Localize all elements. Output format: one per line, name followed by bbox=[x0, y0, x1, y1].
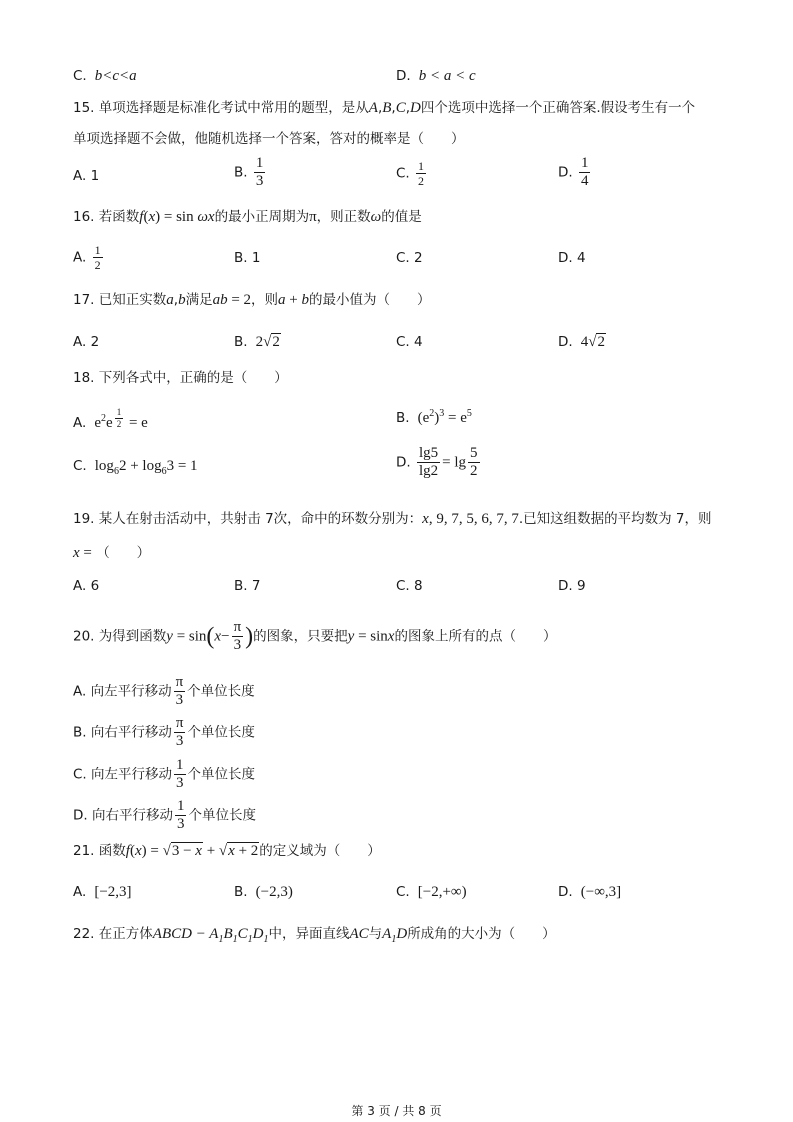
q19-option-b[interactable] bbox=[234, 576, 260, 596]
math-expr: x = bbox=[73, 545, 92, 561]
math-expr: − bbox=[221, 628, 230, 645]
question-text: 所成角的大小为（ ） bbox=[407, 926, 556, 942]
math-expr: ABCD − $A_1B_1C_1D_1$ bbox=[152, 926, 269, 945]
question-text: 四个选项中选择一个正确答案.假设考生有一个 bbox=[420, 100, 696, 116]
q14-option-c[interactable] bbox=[73, 66, 137, 86]
question-number: 22. bbox=[73, 926, 95, 942]
fraction-one-third: $\frac{1}{3}$ bbox=[176, 798, 185, 832]
fraction-one-half: $\frac{1}{2}$ bbox=[94, 243, 101, 272]
math-expr: y = sin bbox=[166, 628, 207, 645]
math-expr: [−2,3] bbox=[90, 884, 132, 900]
q15-option-d[interactable] bbox=[558, 156, 592, 189]
option-label: A. 向左平行移动 bbox=[73, 683, 172, 700]
option-label: A. 1 bbox=[73, 168, 100, 184]
option-label: D. bbox=[558, 884, 573, 900]
q16-option-c[interactable] bbox=[396, 248, 423, 268]
page-footer: 第 3 页 / 共 8 页 bbox=[351, 1104, 442, 1118]
q21-option-d[interactable] bbox=[558, 882, 621, 902]
q18-option-c[interactable] bbox=[73, 456, 198, 482]
math-expr: $\log_62 + \log_63 = 1$ bbox=[91, 458, 198, 477]
math-expr: x bbox=[214, 628, 222, 645]
q17-option-d[interactable] bbox=[558, 332, 606, 352]
math-expr: b bbox=[178, 292, 186, 308]
question-text: 单项选择题是标准化考试中常用的题型，是从 bbox=[98, 100, 369, 116]
option-label: C. 4 bbox=[396, 334, 423, 350]
math-expr: (−∞,3] bbox=[576, 884, 622, 900]
q18-option-b[interactable] bbox=[396, 404, 472, 428]
option-label: D. bbox=[396, 68, 411, 84]
math-expr: 2√2 bbox=[251, 334, 280, 350]
q16-stem bbox=[73, 207, 422, 227]
q19-option-a[interactable] bbox=[73, 576, 99, 596]
option-label: B. bbox=[234, 334, 248, 350]
option-label: B. 7 bbox=[234, 578, 261, 594]
question-text: 某人在射击活动中，共射击 7次，命中的环数分别为： bbox=[98, 511, 423, 527]
q15-option-a[interactable] bbox=[73, 166, 99, 186]
fraction-pi-third: $\frac{\pi}{3}$ bbox=[175, 715, 184, 749]
option-label: D. 9 bbox=[558, 578, 586, 594]
option-label: B. 向右平行移动 bbox=[73, 724, 172, 741]
math-expr: 4√2 bbox=[576, 334, 605, 350]
math-expr: ω bbox=[370, 209, 382, 225]
q22-stem bbox=[73, 924, 556, 950]
math-paren: ) bbox=[245, 623, 254, 650]
math-expr: (−2,3) bbox=[251, 884, 293, 900]
math-expr: f(x) = √3 − x + √x + 2 bbox=[125, 843, 259, 859]
question-text: 的值是 bbox=[381, 209, 422, 225]
math-expr: C bbox=[395, 100, 406, 116]
q18-option-a[interactable] bbox=[73, 408, 148, 433]
question-text: 的定义域为（ ） bbox=[259, 843, 381, 859]
option-label: A. bbox=[73, 249, 87, 266]
option-label: B. bbox=[234, 884, 248, 900]
q20-option-a[interactable] bbox=[73, 675, 255, 708]
option-label: B. 1 bbox=[234, 250, 261, 266]
fraction-one-fourth: $\frac{1}{4}$ bbox=[580, 155, 589, 189]
q17-stem: 17. 已知正实数a,b满足ab = 2，则a + b的最小值为（ ） bbox=[73, 292, 431, 308]
question-text: 下列各式中，正确的是（ ） bbox=[98, 370, 288, 386]
question-number: 18. bbox=[73, 370, 95, 386]
math-expr: a bbox=[166, 292, 174, 308]
question-text: （ ） bbox=[96, 545, 151, 561]
q18-stem bbox=[73, 368, 288, 388]
option-label: C. bbox=[73, 68, 87, 84]
question-text: 在正方体 bbox=[98, 926, 153, 942]
q19-option-d[interactable] bbox=[558, 576, 586, 596]
q20-stem bbox=[73, 620, 556, 653]
q19-stem-line2 bbox=[73, 543, 150, 563]
q20-option-d[interactable] bbox=[73, 799, 256, 832]
question-text: .已知这组数据的平均数为 7，则 bbox=[518, 511, 712, 527]
q21-option-a[interactable] bbox=[73, 882, 132, 902]
question-number: 15. bbox=[73, 100, 95, 116]
question-text: 与 bbox=[368, 926, 383, 942]
math-expr: [−2,+∞) bbox=[414, 884, 467, 900]
q16-option-b[interactable] bbox=[234, 248, 260, 268]
option-label: D. bbox=[558, 334, 573, 350]
question-number: 16. bbox=[73, 209, 95, 225]
question-text: 已知正实数 bbox=[98, 292, 167, 308]
math-expr: $e^2e$ $^{\frac{1}{2}}$ = e bbox=[90, 407, 148, 431]
option-label: D. 向右平行移动 bbox=[73, 807, 173, 824]
option-label: C. 8 bbox=[396, 578, 423, 594]
option-label: D. bbox=[558, 164, 573, 181]
option-label: C. 2 bbox=[396, 250, 423, 266]
fraction-pi-third: $\frac{\pi}{3}$ bbox=[233, 619, 242, 653]
question-text: ，则正数 bbox=[316, 209, 371, 225]
q17-option-c[interactable] bbox=[396, 332, 423, 352]
q17-option-a[interactable] bbox=[73, 332, 99, 352]
q15-option-c[interactable] bbox=[396, 160, 428, 187]
question-text: 满足 bbox=[185, 292, 213, 308]
option-suffix: 个单位长度 bbox=[187, 766, 256, 783]
fraction-one-half: $\frac{1}{2}$ bbox=[418, 159, 425, 188]
math-expr: = lg bbox=[442, 454, 467, 471]
math-expr: D bbox=[410, 100, 421, 116]
question-number: 19. bbox=[73, 511, 95, 527]
fraction-five-halves: $\frac{5}{2}$ bbox=[470, 445, 478, 479]
math-expr: b<c<a bbox=[91, 68, 137, 84]
q16-option-d[interactable] bbox=[558, 248, 586, 268]
option-suffix: 个单位长度 bbox=[187, 683, 255, 700]
q19-stem bbox=[73, 509, 712, 529]
option-label: D. 4 bbox=[558, 250, 586, 266]
q20-option-c[interactable] bbox=[73, 758, 255, 791]
option-label: C. bbox=[396, 884, 410, 900]
math-paren: ( bbox=[206, 623, 215, 650]
question-text: 为得到函数 bbox=[98, 628, 167, 645]
option-label: C. bbox=[396, 165, 410, 182]
question-number: 21. bbox=[73, 843, 95, 859]
q18-option-d[interactable] bbox=[396, 446, 482, 479]
math-expr: A bbox=[368, 100, 378, 116]
math-expr: B bbox=[382, 100, 392, 116]
math-expr: a + b bbox=[278, 292, 310, 308]
fraction-one-third: $\frac{1}{3}$ bbox=[176, 757, 184, 791]
question-text: ，则 bbox=[251, 292, 279, 308]
q14-option-d[interactable] bbox=[396, 66, 476, 86]
math-expr: f(x) = sin ωx bbox=[139, 209, 215, 225]
question-text: 的图象，只要把 bbox=[253, 628, 348, 645]
q15-option-b[interactable] bbox=[234, 156, 267, 189]
option-label: C. 向左平行移动 bbox=[73, 766, 173, 783]
q16-option-a[interactable] bbox=[73, 244, 105, 271]
option-suffix: 个单位长度 bbox=[188, 807, 256, 824]
math-expr: π bbox=[309, 209, 317, 225]
option-label: A. 2 bbox=[73, 334, 100, 350]
option-label: A. bbox=[73, 414, 87, 431]
question-text: 的图象上所有的点（ ） bbox=[394, 628, 557, 645]
option-suffix: 个单位长度 bbox=[187, 724, 255, 741]
option-label: A. bbox=[73, 884, 87, 900]
option-label: C. bbox=[73, 458, 87, 474]
question-text: 单项选择题不会做，他随机选择一个答案，答对的概率是（ ） bbox=[73, 131, 465, 147]
math-expr: b < a < c bbox=[414, 68, 476, 84]
question-text: 的最小值为（ ） bbox=[309, 292, 431, 308]
q20-option-b[interactable] bbox=[73, 716, 255, 749]
question-number: 17. bbox=[73, 292, 95, 308]
q19-option-c[interactable] bbox=[396, 576, 423, 596]
math-expr: $A_1D$ bbox=[382, 926, 408, 945]
fraction-lg5-lg2: $\frac{\lg 5}{\lg 2}$ bbox=[418, 445, 439, 479]
option-label: B. bbox=[396, 410, 410, 426]
math-expr: y = sinx bbox=[347, 628, 395, 645]
fraction-one-third: $\frac{1}{3}$ bbox=[255, 155, 264, 189]
question-text: 的最小正周期为 bbox=[214, 209, 310, 225]
fraction-pi-third: $\frac{\pi}{3}$ bbox=[175, 674, 184, 708]
question-number: 20. bbox=[73, 628, 95, 645]
question-text: 中，异面直线 bbox=[268, 926, 350, 942]
math-expr: x, 9, 7, 5, 6, 7, 7 bbox=[422, 511, 519, 527]
option-label: B. bbox=[234, 164, 248, 181]
q15-stem-line2 bbox=[73, 129, 465, 149]
option-label: A. 6 bbox=[73, 578, 100, 594]
q21-option-c[interactable] bbox=[396, 882, 467, 902]
math-expr: AC bbox=[349, 926, 369, 942]
option-label: D. bbox=[396, 454, 411, 471]
question-text: 函数 bbox=[98, 843, 126, 859]
question-text: 若函数 bbox=[98, 209, 140, 225]
q21-stem bbox=[73, 841, 381, 861]
math-expr: ab = 2 bbox=[212, 292, 252, 308]
q17-option-b[interactable] bbox=[234, 332, 281, 352]
q21-option-b[interactable] bbox=[234, 882, 293, 902]
q15-stem: 15. 单项选择题是标准化考试中常用的题型，是从A,B,C,D四个选项中选择一个正确答案.假设考生有一个 bbox=[73, 100, 696, 116]
math-expr: $(e^2)^3 = e^5$ bbox=[413, 408, 472, 426]
